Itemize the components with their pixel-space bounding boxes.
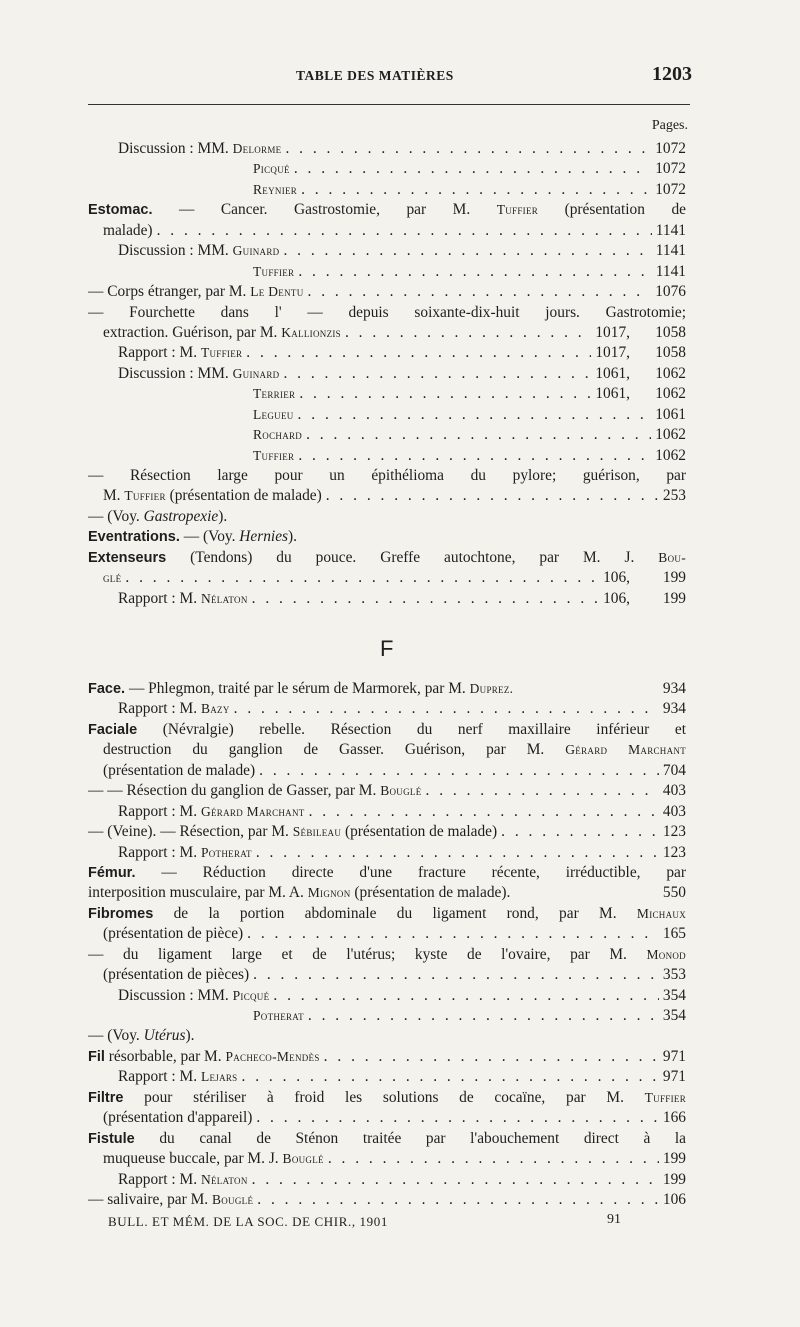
index-block-e [88,139,686,609]
footer-signature: BULL. ET MÉM. DE LA SOC. DE CHIR., 1901 [108,1214,388,1229]
index-line: Terrier . . . 1061, 1062 [88,384,686,404]
index-entry-filtre: Filtre pour stériliser à froid les solutions de cocaïne, par M. Tuffier [88,1088,686,1106]
index-line: Legueu . . . 1061 [88,405,686,425]
index-line: Rapport : M. Lejars . . . 971 [88,1067,686,1087]
index-entry-faciale: Faciale (Névralgie) rebelle. Résection du nerf maxillaire inférieur et [88,720,686,738]
index-line: Discussion : MM. Picqué . . . 354 [88,986,686,1006]
index-line: (présentation d'appareil) . . . 166 [88,1108,686,1128]
index-line: (présentation de pièces) . . . 353 [88,965,686,985]
index-line: — (Veine). — Résection, par M. Sébileau (présentation de malade) . . . 123 [88,822,686,842]
index-line: — Fourchette dans l' — depuis soixante-dix-huit jours. Gastrotomie; [88,303,686,321]
signature-number: 91 [607,1212,621,1227]
index-line: — — Résection du ganglion de Gasser, par M. Bouglé . . . 403 [88,781,686,801]
index-line: Discussion : MM. Guinard . . . 1061, 1062 [88,364,686,384]
index-entry-extenseurs: Extenseurs (Tendons) du pouce. Greffe autochtone, par M. J. Bou- [88,548,686,566]
index-line: Tuffier . . . 1062 [88,446,686,466]
index-entry-eventrations: Eventrations. — (Voy. Hernies). [88,528,298,546]
index-line: interposition musculaire, par M. A. Mignon (présentation de malade). 550 [88,884,686,902]
running-head: TABLE DES MATIÈRES [296,68,454,83]
index-entry-face: Face. — Phlegmon, traité par le sérum de Marmorek, par M. Duprez. 934 [88,680,686,697]
index-entry-fil: Fil résorbable, par M. Pacheco-Mendès . . . 971 [88,1047,686,1067]
index-line: Rapport : M. Nélaton . . . 199 [88,1170,686,1190]
index-block-f [88,679,686,1210]
page-number: 1203 [652,63,692,85]
index-line: Discussion : MM. Guinard . . . 1141 [88,241,686,261]
index-line: Rapport : M. Tuffier . . . 1017, 1058 [88,343,686,363]
index-line: Rapport : M. Gérard Marchant . . . 403 [88,802,686,822]
index-line: Rochard . . . 1062 [88,425,686,445]
index-line: extraction. Guérison, par M. Kallionzis . . . 1017, 1058 [88,323,686,343]
index-entry-estomac: Estomac. — Cancer. Gastrostomie, par M. Tuffier (présentation de [88,201,686,219]
section-letter: F [380,636,394,661]
index-line: Picqué . . . 1072 [88,159,686,179]
index-line: — Résection large pour un épithélioma du pylore; guérison, par [88,467,686,484]
index-line: glé . . . 106, 199 [88,568,686,588]
index-entry-femur: Fémur. — Réduction directe d'une fracture récente, irréductible, par [88,863,686,881]
header-rule [88,104,690,105]
index-line: Tuffier . . . 1141 [88,262,686,282]
index-line: — Corps étranger, par M. Le Dentu . . . 1076 [88,282,686,302]
index-line: — (Voy. Gastropexie). [88,507,228,525]
index-line: malade) . . . 1141 [88,221,686,241]
index-line: Reynier . . . 1072 [88,180,686,200]
index-line: destruction du ganglion de Gasser. Guérison, par M. Gérard Marchant [103,741,686,759]
index-line: Discussion : MM. Delorme . . . 1072 [88,139,686,159]
index-line: Rapport : M. Bazy . . . 934 [88,699,686,719]
index-line: — du ligament large et de l'utérus; kyste de l'ovaire, par M. Monod [88,945,686,963]
index-line: Rapport : M. Potherat . . . 123 [88,843,686,863]
index-line: M. Tuffier (présentation de malade) . . . 253 [88,486,686,506]
index-line: Rapport : M. Nélaton . . . 106, 199 [88,589,686,609]
index-line: Potherat . . . 354 [88,1006,686,1026]
index-entry-fibromes: Fibromes de la portion abdominale du ligament rond, par M. Michaux [88,904,686,922]
index-line: — (Voy. Utérus). [88,1027,195,1045]
index-line: muqueuse buccale, par M. J. Bouglé . . . 199 [88,1149,686,1169]
index-entry-fistule: Fistule du canal de Sténon traitée par l'abouchement direct à la [88,1129,686,1147]
pages-column-label: Pages. [651,118,688,133]
index-line: (présentation de pièce) . . . 165 [88,924,686,944]
index-line: — salivaire, par M. Bouglé . . . 106 [88,1190,686,1210]
index-line: (présentation de malade) . . . 704 [88,761,686,781]
